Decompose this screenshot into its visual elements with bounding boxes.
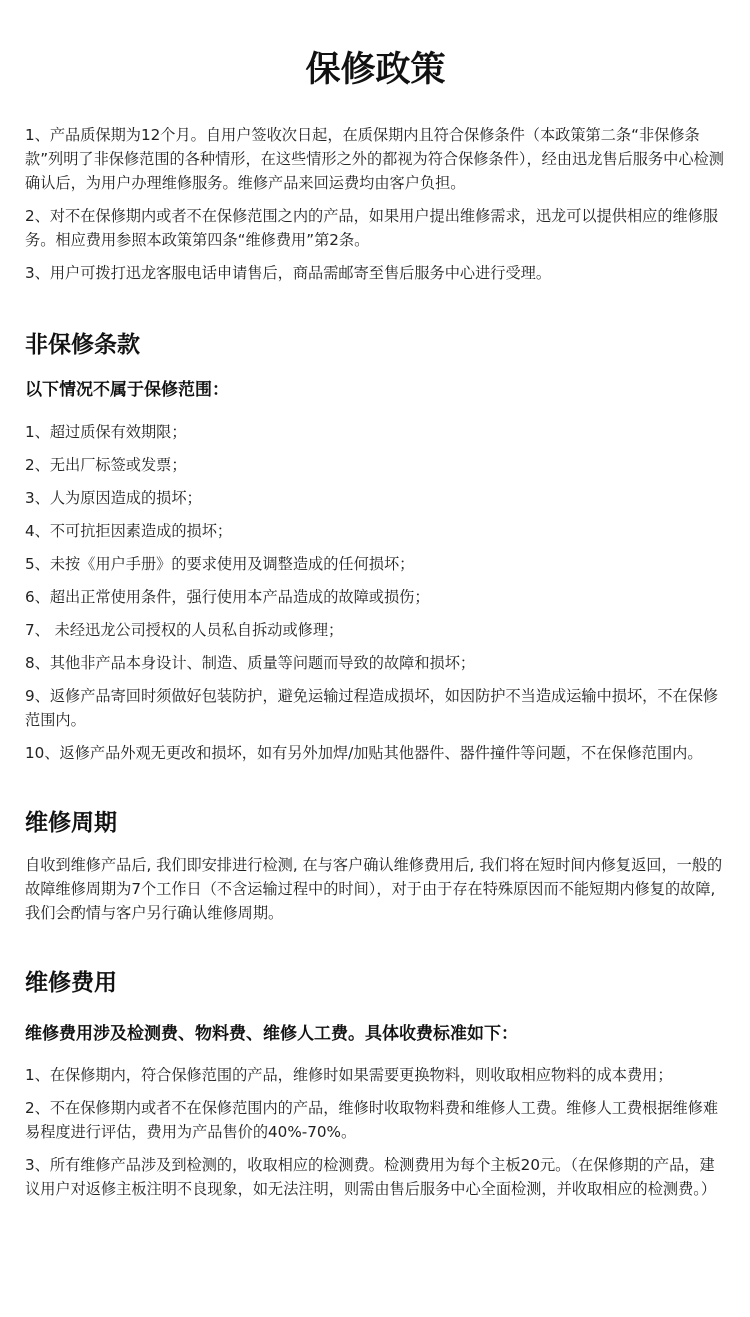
page-title: 保修政策	[305, 50, 446, 90]
list-item: 4、不可抗拒因素造成的损坏；	[25, 522, 233, 540]
repair-period-section	[25, 807, 726, 925]
intro-paragraph-1: 1、产品质保期为12个月。自用户签收次日起，在质保期内且符合保修条件（本政策第二条“非保修条款”列明了非保修范围的各种情形，在这些情形之外的都视为符合保修条件），经由迅龙售后服务中心检测确认后，为用户办理维修服务。维修产品来回运费均由客户负担。	[25, 126, 724, 192]
repair-fees-subtitle: 维修费用涉及检测费、物料费、维修人工费。具体收费标准如下：	[25, 1024, 518, 1044]
list-item: 2、不在保修期内或者不在保修范围内的产品，维修时收取物料费和维修人工费。维修人工费根据维修难易程度进行评估，费用为产品售价的40%-70%。	[25, 1099, 719, 1141]
repair-period-text: 自收到维修产品后, 我们即安排进行检测, 在与客户确认维修费用后, 我们将在短时间内修复返回，一般的故障维修周期为7个工作日（不含运输过程中的时间），对于由于存在特殊原因而不能短期内修复的故障, 我们会酌情与客户另行确认维修周期。	[25, 856, 723, 922]
repair-period-body	[25, 853, 726, 925]
repair-fees-heading: 维修费用	[25, 970, 117, 996]
non-warranty-subtitle: 以下情况不属于保修范围：	[25, 380, 229, 400]
list-item: 8、其他非产品本身设计、制造、质量等问题而导致的故障和损坏；	[25, 654, 476, 672]
non-warranty-section	[25, 329, 726, 765]
list-item: 10、返修产品外观无更改和损坏，如有另外加焊/加贴其他器件、器件撞件等问题，不在保修范围内。	[25, 744, 703, 762]
list-item: 1、超过质保有效期限；	[25, 423, 187, 441]
list-item: 5、未按《用户手册》的要求使用及调整造成的任何损坏；	[25, 555, 415, 573]
repair-fees-section	[25, 967, 726, 1201]
list-item: 6、超出正常使用条件，强行使用本产品造成的故障或损伤；	[25, 588, 430, 606]
intro-paragraph-2: 2、对不在保修期内或者不在保修范围之内的产品，如果用户提出维修需求，迅龙可以提供相应的维修服务。相应费用参照本政策第四条“维修费用”第2条。	[25, 207, 719, 249]
intro-paragraph-3: 3、用户可拨打迅龙客服电话申请售后，商品需邮寄至售后服务中心进行受理。	[25, 264, 552, 282]
repair-period-heading: 维修周期	[25, 810, 117, 836]
list-item: 9、返修产品寄回时须做好包装防护，避免运输过程造成损坏，如因防护不当造成运输中损坏，不在保修范围内。	[25, 687, 719, 729]
list-item: 3、人为原因造成的损坏；	[25, 489, 202, 507]
list-item: 7、 未经迅龙公司授权的人员私自拆动或修理；	[25, 621, 344, 639]
intro-section	[25, 123, 726, 285]
list-item: 2、无出厂标签或发票；	[25, 456, 187, 474]
list-item: 1、在保修期内，符合保修范围的产品，维修时如果需要更换物料，则收取相应物料的成本费用；	[25, 1066, 673, 1084]
repair-fees-list	[25, 1063, 726, 1201]
non-warranty-list	[25, 420, 726, 765]
list-item: 3、所有维修产品涉及到检测的，收取相应的检测费。检测费用为每个主板20元。（在保修期的产品，建议用户对返修主板注明不良现象，如无法注明，则需由售后服务中心全面检测，并收取相应的检测费。）	[25, 1156, 717, 1198]
non-warranty-heading: 非保修条款	[25, 332, 140, 358]
